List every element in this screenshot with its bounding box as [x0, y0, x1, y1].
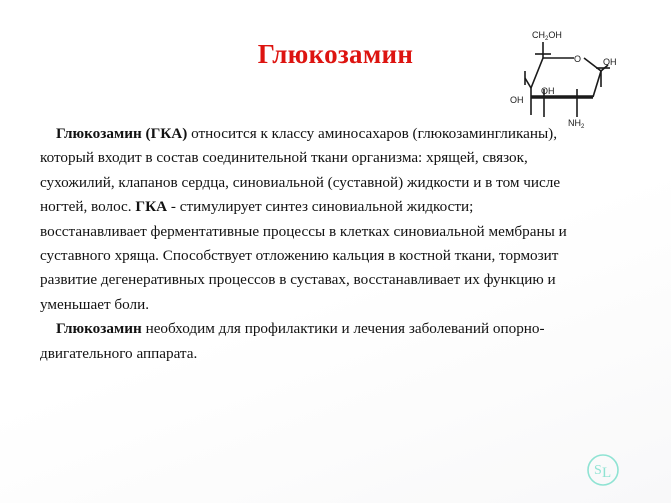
body-text — [40, 122, 580, 366]
paragraph-1-term-gka: ГКА — [135, 198, 168, 216]
label-nh2: $NH_2$ — [568, 118, 585, 129]
paragraph-2-text: необходим для профилактики и лечения заболеваний опорно-двигательного аппарата. — [40, 320, 545, 362]
paragraph-1-text-part2: - стимулирует синтез синовиальной жидкости; восстанавливает ферментативные процессы в клетках синовиальной мембраны и суставного хряща. Способствует отложению кальция в костной ткани, тормозит развитие дегенеративных процессов в суставах, восстанавливает их функцию и уменьшает боли. — [40, 198, 567, 313]
paragraph-1-text-part1: относится к классу аминосахаров (глюкозамингликаны), который входит в состав соединительной ткани организма: хрящей, связок, сухожилий, клапанов сердца, синовиальной (суставной) жидкости и в том числе ногтей, волос. — [40, 125, 561, 216]
paragraph-2 — [40, 317, 580, 366]
label-ch2oh: $CH_2OH$ — [532, 30, 562, 42]
sl-monogram-watermark — [585, 452, 621, 488]
paragraph-1-lead-term: Глюкозамин (ГКА) — [56, 125, 188, 142]
glucosamine-structure-image — [498, 25, 650, 129]
paragraph-2-lead-term: Глюкозамин — [56, 320, 142, 338]
label-oh-right: OH — [603, 57, 617, 67]
watermark-letter-l: L — [602, 465, 612, 481]
label-oh-left: OH — [510, 95, 524, 105]
page-title: Глюкозамин — [257, 39, 414, 69]
label-ring-oxygen: O — [574, 54, 582, 64]
paragraph-1 — [40, 122, 580, 317]
watermark-letter-s: S — [594, 463, 602, 478]
label-oh-upper-left: OH — [541, 86, 555, 96]
